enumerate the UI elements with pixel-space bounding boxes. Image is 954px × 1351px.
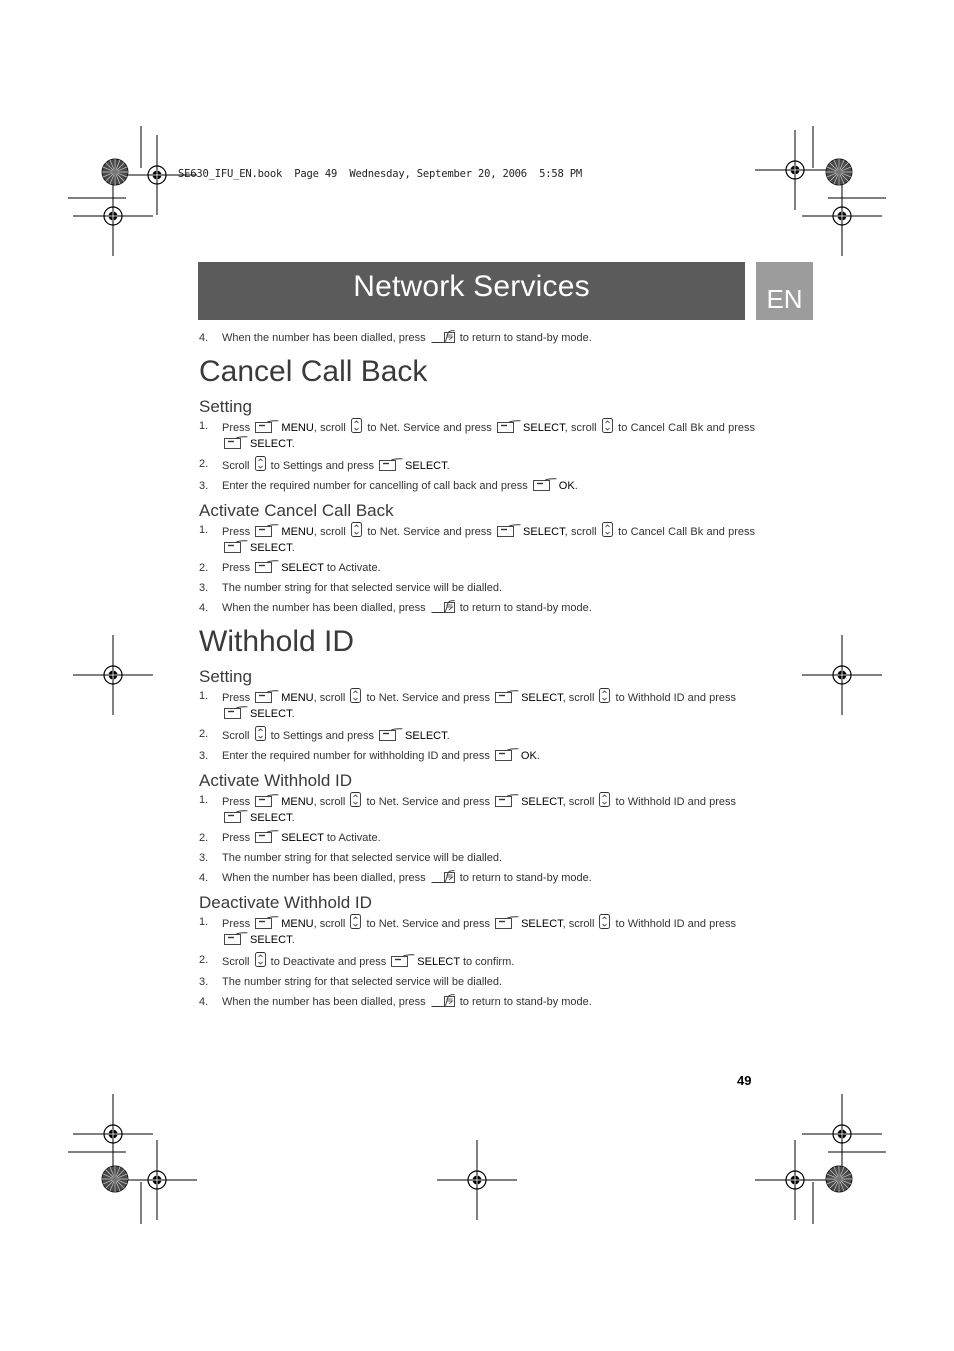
- select-key-label: SELECT: [523, 422, 565, 434]
- menu-key-label: MENU: [281, 526, 314, 538]
- chapter-title: Network Services: [353, 270, 590, 303]
- select-key-label: SELECT: [521, 692, 563, 704]
- registration-mark-icon: [802, 176, 882, 256]
- list-item: 1. Press MENU, scroll to Net. Service and press SELECT, scroll to Withhold ID and press SELECT.: [199, 690, 736, 720]
- select-key-label: SELECT: [250, 438, 292, 450]
- list-item: 3. Enter the required number for cancelling of call back and press OK.: [199, 480, 578, 492]
- select-key-label: SELECT: [250, 542, 292, 554]
- menu-key-label: MENU: [281, 692, 314, 704]
- select-key-label: SELECT: [250, 812, 292, 824]
- color-target-icon: [101, 1165, 129, 1193]
- menu-key-label: MENU: [281, 796, 314, 808]
- list-item: 4. When the number has been dialled, press to return to stand-by mode.: [199, 872, 592, 884]
- list-item: 4. When the number has been dialled, press to return to stand-by mode.: [199, 996, 592, 1008]
- select-key-label: SELECT: [521, 918, 563, 930]
- color-target-icon: [101, 158, 129, 186]
- subsection-title: Setting: [199, 397, 252, 416]
- ok-key-label: OK: [558, 480, 575, 492]
- select-key-label: SELECT: [417, 956, 460, 968]
- registration-mark-icon: [117, 1140, 197, 1220]
- list-item: 1. Press MENU, scroll to Net. Service and press SELECT, scroll to Withhold ID and press SELECT.: [199, 794, 736, 824]
- list-item: 2. Scroll to Settings and press SELECT.: [199, 728, 450, 742]
- list-item: 2. Press SELECT to Activate.: [199, 562, 381, 574]
- subsection-title: Activate Cancel Call Back: [199, 501, 394, 520]
- select-key-label: SELECT: [523, 526, 565, 538]
- list-item: 2. Scroll to Settings and press SELECT.: [199, 458, 450, 472]
- section-title: Withhold ID: [199, 625, 355, 658]
- registration-mark-icon: [437, 1140, 517, 1220]
- page-number: 49: [737, 1073, 752, 1088]
- select-key-label: SELECT: [250, 934, 292, 946]
- list-item: 1. Press MENU, scroll to Net. Service and press SELECT, scroll to Cancel Call Bk and press SELECT.: [199, 524, 755, 554]
- subsection-title: Deactivate Withhold ID: [199, 893, 372, 912]
- select-key-label: SELECT: [521, 796, 563, 808]
- language-tab: EN: [756, 262, 813, 320]
- registration-mark-icon: [802, 635, 882, 715]
- print-slug: SE630_IFU_EN.book Page 49 Wednesday, September 20, 2006 5:58 PM: [178, 168, 583, 180]
- select-key-label: SELECT: [405, 460, 447, 472]
- list-item: 3. The number string for that selected service will be dialled.: [199, 852, 503, 864]
- select-key-label: SELECT: [405, 730, 447, 742]
- list-item: 3. Enter the required number for withholding ID and press OK.: [199, 750, 540, 762]
- list-item: 2. Scroll to Deactivate and press SELECT to confirm.: [199, 954, 515, 968]
- registration-mark-icon: [755, 1140, 835, 1220]
- list-item: 2. Press SELECT to Activate.: [199, 832, 381, 844]
- registration-mark-icon: [73, 635, 153, 715]
- select-key-label: SELECT: [281, 832, 324, 844]
- select-key-label: SELECT: [250, 708, 292, 720]
- select-key-label: SELECT: [281, 562, 324, 574]
- registration-mark-icon: [73, 176, 153, 256]
- color-target-icon: [825, 1165, 853, 1193]
- menu-key-label: MENU: [281, 918, 314, 930]
- list-item: 3. The number string for that selected service will be dialled.: [199, 582, 503, 594]
- ok-key-label: OK: [520, 750, 537, 762]
- list-item: 4. When the number has been dialled, press to return to stand-by mode.: [199, 332, 592, 344]
- subsection-title: Setting: [199, 667, 252, 686]
- color-target-icon: [825, 158, 853, 186]
- section-title: Cancel Call Back: [199, 355, 428, 388]
- list-item: 3. The number string for that selected service will be dialled.: [199, 976, 503, 988]
- list-item: 1. Press MENU, scroll to Net. Service and press SELECT, scroll to Cancel Call Bk and press SELECT.: [199, 420, 755, 450]
- list-item: 4. When the number has been dialled, press to return to stand-by mode.: [199, 602, 592, 614]
- menu-key-label: MENU: [281, 422, 314, 434]
- list-item: 1. Press MENU, scroll to Net. Service and press SELECT, scroll to Withhold ID and press SELECT.: [199, 916, 736, 946]
- subsection-title: Activate Withhold ID: [199, 771, 353, 790]
